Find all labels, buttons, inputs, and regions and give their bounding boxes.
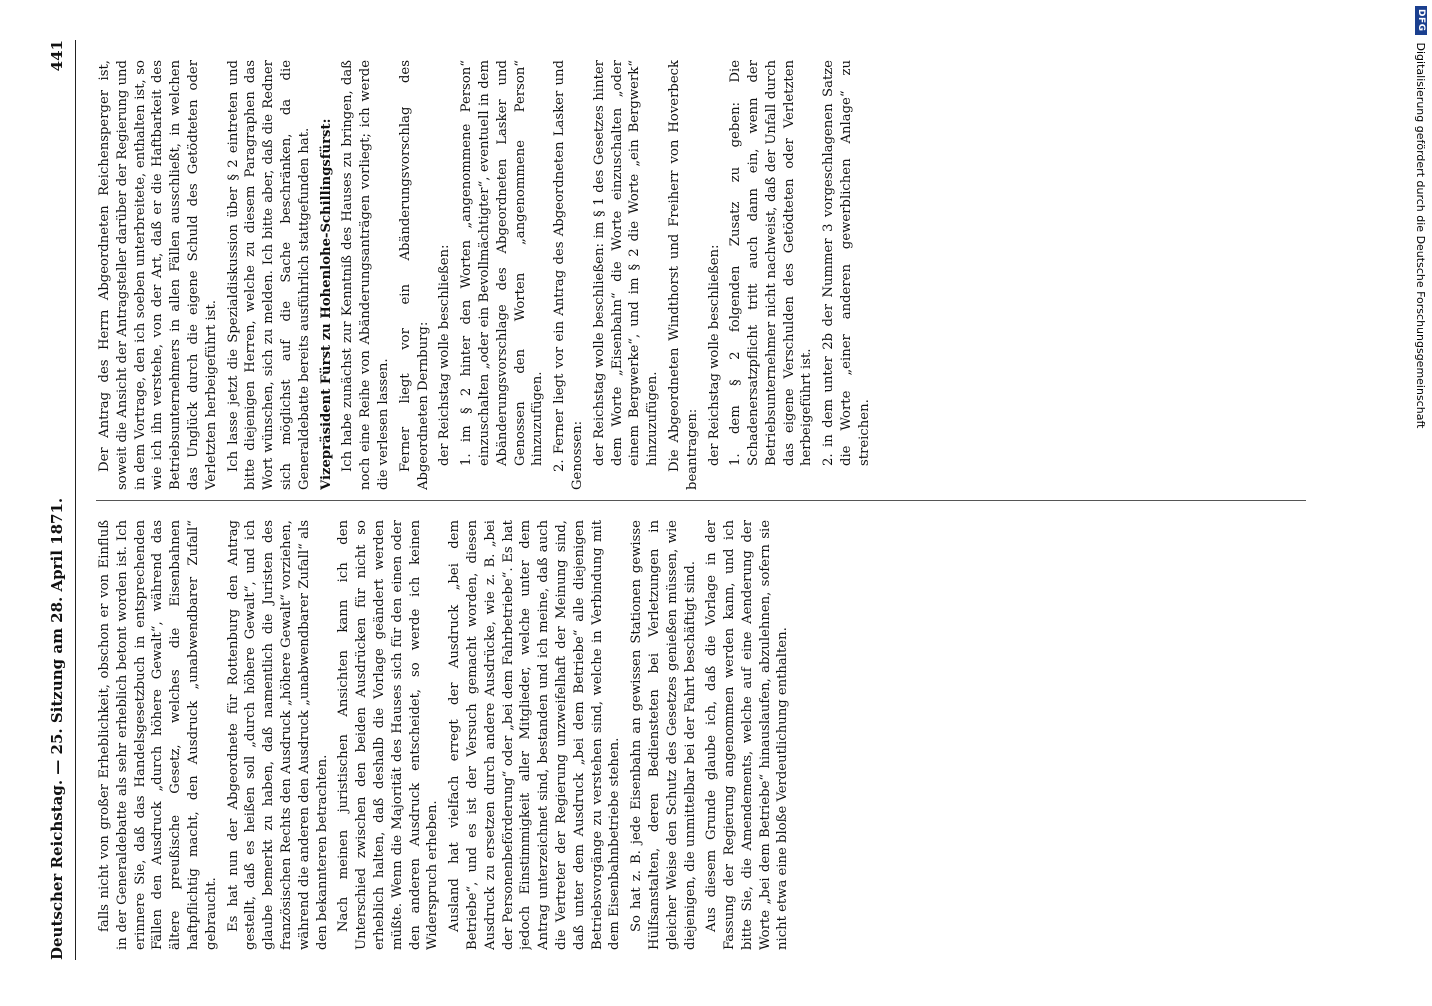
left-column [96,520,1306,950]
paragraph: So hat z. B. jede Eisenbahn an gewissen Stationen gewisse Hülfsanstalten, deren Bediensteten bei Verletzungen in gleicher Weise den Schutz des Gesetzes genießen müssen, wie diejenigen, die unmittelbar bei der Fahrt beschäftigt sind. [629,520,698,950]
right-column [96,60,1306,490]
resolution-line: der Reichstag wolle beschließen: [437,244,453,466]
header-title: Deutscher Reichstag. — 25. Sitzung am 28. April 1871. [48,497,66,960]
list-item: 2. in dem unter 2b der Nummer 3 vorgeschlagenen Satze die Worte „einer anderen gewerblichen Anlage“ zu streichen. [821,60,872,466]
paragraph: Ich lasse jetzt die Spezialdiskussion über § 2 eintreten und bitte diejenigen Herren, welche zu diesem Paragraphen das Wort wünschen, sich zu melden. Ich bitte aber, daß die Redner sich möglichst auf die Sache beschränken, da die Generaldebatte bereits ausführlich stattgefunden hat. [225,60,312,490]
page-number: 441 [48,40,66,72]
list-item: 1. im § 2 hinter den Worten „angenommene Person“ einzuschalten „oder ein Bevollmächtigter“, eventuell in dem Abänderungsvorschlage des Abgeordneten Lasker und Genossen den Worten „angenommene Person“ hinzuzufügen. [459,60,546,466]
speaker-heading: Vizepräsident Fürst zu Hohenlohe-Schillingsfürst: [318,118,334,490]
newspaper-page [16,0,1396,1000]
header-rule [75,40,76,960]
paragraph: Ferner liegt vor ein Abänderungsvorschlag des Abgeordneten Dernburg: [397,60,431,490]
paragraph: Ich habe zunächst zur Kenntniß des Hauses zu bringen, daß noch eine Reihe von Abänderungsanträgen vorliegt; ich werde die verlesen lassen. [340,60,391,490]
paragraph: Der Antrag des Herrn Abgeordneten Reichensperger ist, soweit die Ansicht der Antragsteller darüber der Regierung und in dem Vortrage, den ich soeben unterbreitete, enthalten ist, so wie ich ihn verstehe, von der Art, daß er die Haftbarkeit des Betriebsunternehmers in allen Fällen ausschließt, in welchen das Unglück durch die eigene Schuld des Getödteten oder Verletzten herbeigeführt ist. [97,60,219,490]
column-divider [96,500,1306,501]
list-item: der Reichstag wolle beschließen: im § 1 des Gesetzes hinter dem Worte „Eisenbahn“ die Worte einzuschalten „oder einem Bergwerke“, und im § 2 die Worte „ein Bergwerk“ hinzuzufügen. [591,60,661,466]
footer-text: Digitalisierung gefördert durch die Deutsche Forschungsgemeinschaft [1414,42,1428,429]
list-item: 1. dem § 2 folgenden Zusatz zu geben: Die Schadenersatzpflicht tritt auch dann ein, wenn der Betriebsunternehmer nicht nachweist, daß der Unfall durch das eigene Verschulden des Getödteten oder Verletzten herbeigeführt ist. [728,60,815,466]
paragraph: Ausland hat vielfach erregt der Ausdruck „bei dem Betriebe“, und es ist der Versuch gemacht worden, diesen Ausdruck zu ersetzen durch andere Ausdrücke, wie z. B. „bei der Personenbeförderung“ oder „bei dem Fahrbetriebe“. Es hat jedoch Einstimmigkeit aller Mitglieder, welche unter dem Antrag unterzeichnet sind, bestanden und ich meine, daß auch die Vertreter der Regierung unzweifelhaft der Meinung sind, daß unter dem Ausdruck „bei dem Betriebe“ alle diejenigen Betriebsvorgänge zu verstehen sind, welche in Verbindung mit dem Eisenbahnbetriebe stehen. [447,520,623,950]
resolution-line: der Reichstag wolle beschließen: [706,244,722,466]
paragraph: 2. Ferner liegt vor ein Antrag des Abgeordneten Lasker und Genossen: [552,60,585,490]
dfg-logo: DFG [1415,6,1427,35]
digitization-footer [1410,0,1432,1006]
paragraph: Nach meinen juristischen Ansichten kann ich den Unterschied zwischen den beiden Ausdrücken für nicht so erheblich halten, daß deshalb die Vorlage geändert werden müßte. Wenn die Majorität des Hauses sich für den einen oder den anderen Ausdruck entscheidet, so werde ich keinen Widerspruch erheben. [336,520,441,950]
paragraph: Die Abgeordneten Windthorst und Freiherr von Hoverbeck beantragen: [666,60,700,490]
paragraph: Aus diesem Grunde glaube ich, daß die Vorlage in der Fassung der Regierung angenommen werden kann, und ich bitte Sie, die Amendements, welche auf eine Aenderung der Worte „bei dem Betriebe“ hinauslaufen, abzulehnen, sofern sie nicht etwa eine bloße Verdeutlichung enthalten. [704,520,791,950]
paragraph: falls nicht von großer Erheblichkeit, obschon er von Einfluß in der Generaldebatte als sehr erheblich betont worden ist. Ich erinnere Sie, daß das Handelsgesetzbuch in entsprechenden Fällen den Ausdruck „durch höhere Gewalt“, während das ältere preußische Gesetz, welches die Eisenbahnen haftpflichtig macht, den Ausdruck „unabwendbarer Zufall“ gebraucht. [97,520,219,950]
paragraph: Es hat nun der Abgeordnete für Rottenburg den Antrag gestellt, daß es heißen soll „durch höhere Gewalt“, und ich glaube bemerkt zu haben, daß namentlich die Juristen des französischen Rechts den Ausdruck „höhere Gewalt“ vorziehen, während die anderen den Ausdruck „unabwendbarer Zufall“ als den bekannteren betrachten. [225,520,330,950]
page-header [44,40,70,960]
